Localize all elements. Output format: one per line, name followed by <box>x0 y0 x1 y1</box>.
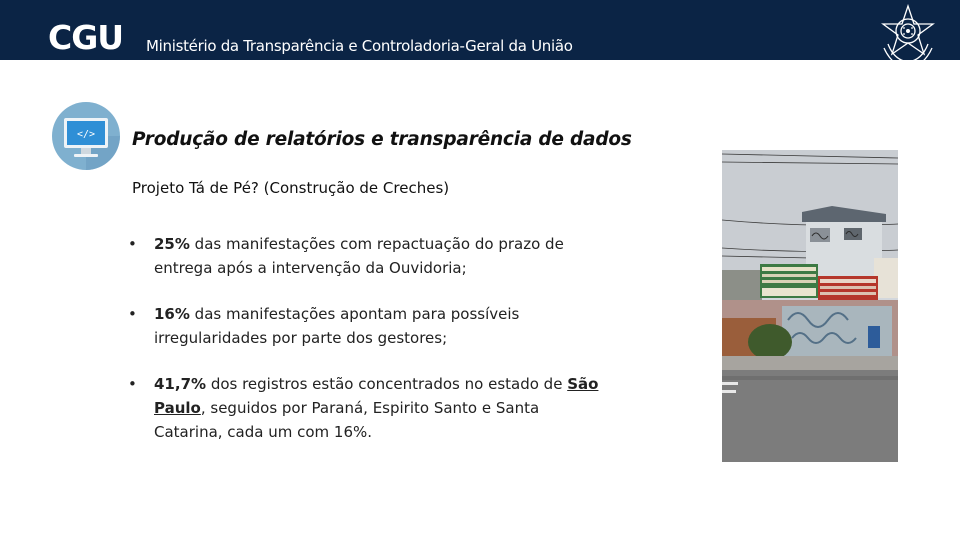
section-title: Produção de relatórios e transparência de dados <box>132 129 632 150</box>
bullet-text: das manifestações apontam para possíveis irregularidades por parte dos gestores; <box>154 305 520 347</box>
brazil-coat-of-arms-icon <box>874 4 942 74</box>
bullet-text: dos registros estão concentrados no estado de <box>206 375 568 393</box>
cgu-logo: CGU <box>48 18 124 57</box>
stat-value: 25% <box>154 235 190 253</box>
construction-site-photo <box>722 150 898 462</box>
bullet-list <box>128 232 608 466</box>
bullet-dot-icon: • <box>128 375 137 393</box>
bullet-dot-icon: • <box>128 235 137 253</box>
stat-value: 16% <box>154 305 190 323</box>
bullet-item <box>128 232 608 280</box>
svg-text:</>: </> <box>76 129 96 140</box>
ministry-name: Ministério da Transparência e Controladoria-Geral da União <box>146 37 573 55</box>
bullet-item <box>128 372 608 444</box>
state-name: São Paulo <box>154 375 599 417</box>
project-subtitle: Projeto Tá de Pé? (Construção de Creches) <box>132 179 450 197</box>
bullet-text: das manifestações com repactuação do prazo de entrega após a intervenção da Ouvidoria; <box>154 235 564 277</box>
computer-code-icon <box>52 102 120 170</box>
bullet-dot-icon: • <box>128 305 137 323</box>
bullet-item <box>128 302 608 350</box>
bullet-text: , seguidos por Paraná, Espirito Santo e Santa Catarina, cada um com 16%. <box>154 399 540 441</box>
header-bar <box>0 0 960 60</box>
stat-value: 41,7% <box>154 375 207 393</box>
